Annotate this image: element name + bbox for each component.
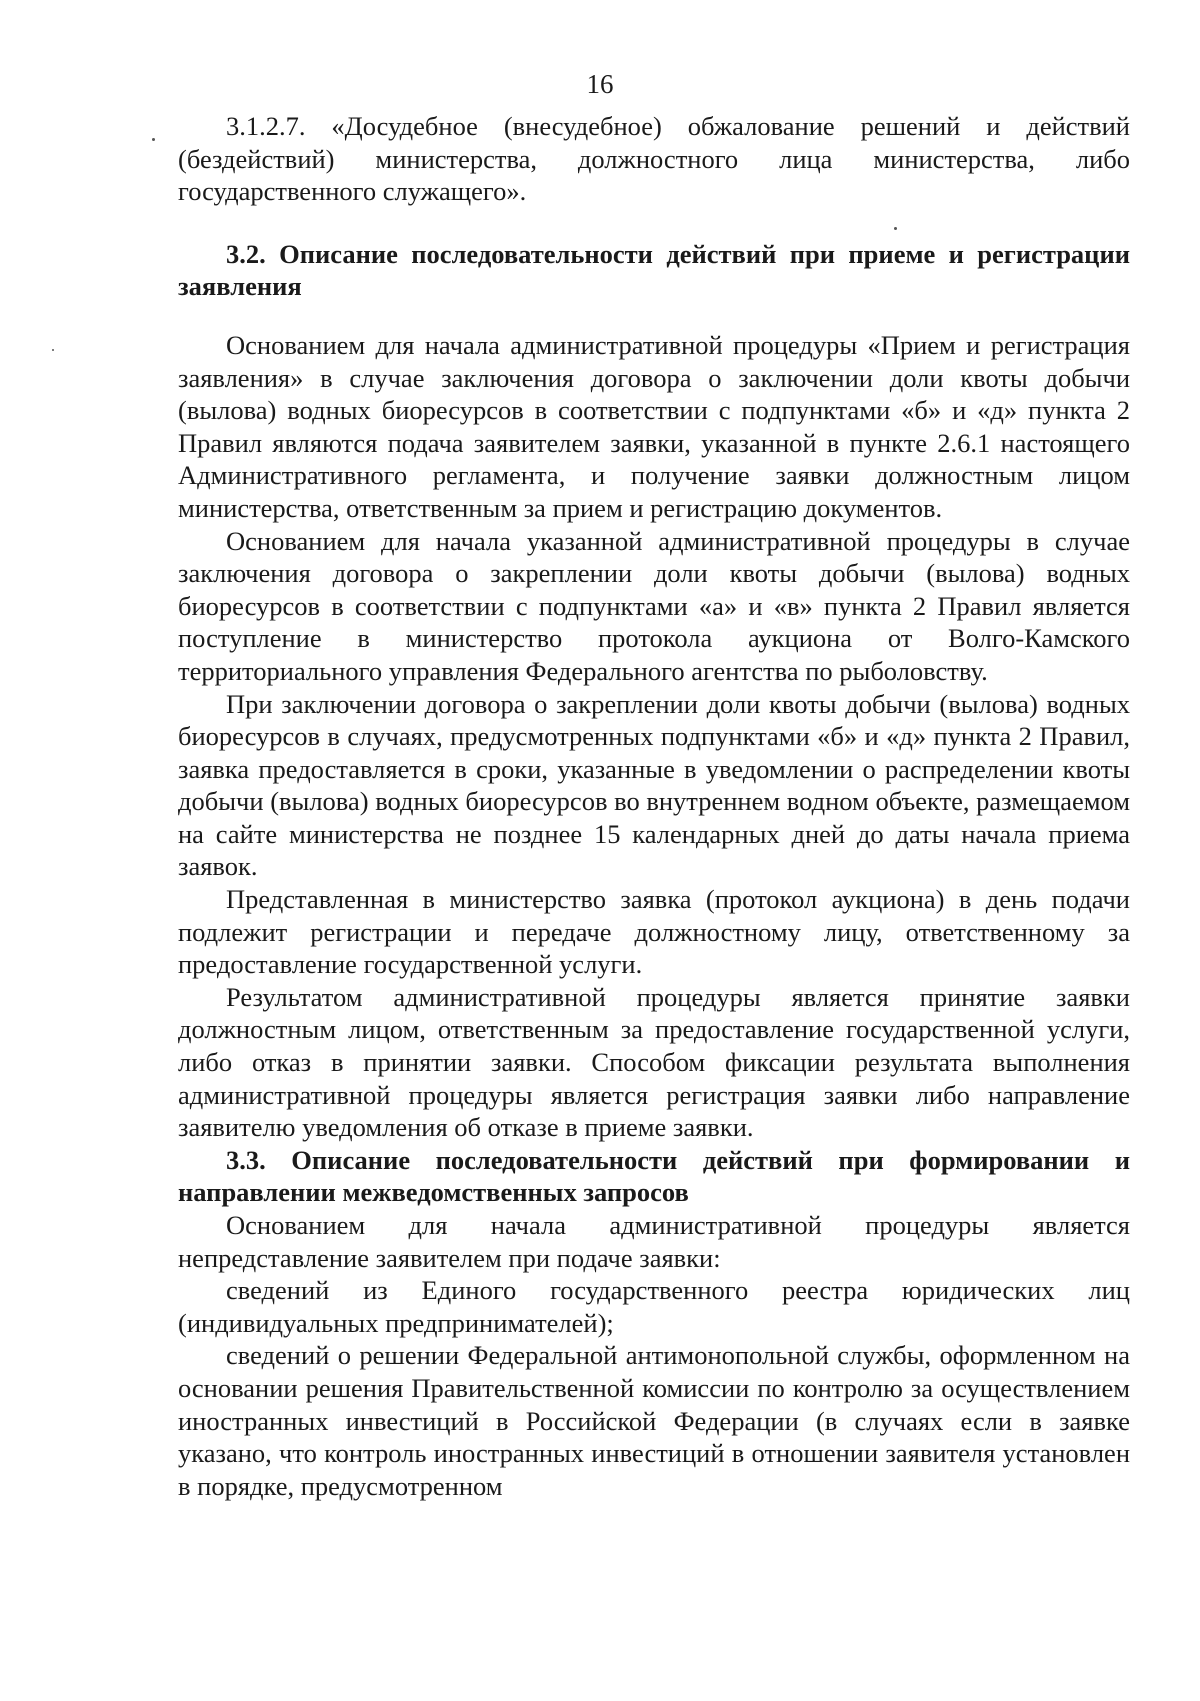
list-item: сведений из Единого государственного реестра юридических лиц (индивидуальных предпринимателей); <box>178 1275 1130 1338</box>
scan-speck <box>152 138 155 141</box>
paragraph: При заключении договора о закреплении доли квоты добычи (вылова) водных биоресурсов в случаях, предусмотренных подпунктами «б» и «д» пункта 2 Правил, заявка предоставляется в сроки, указанные в уведомлении о распределении квоты добычи (вылова) водных биоресурсов во внутреннем водном объекте, размещаемом на сайте министерства не позднее 15 календарных дней до даты начала приема заявок. <box>178 688 1130 882</box>
heading-section-3-2: 3.2. Описание последовательности действий при приеме и регистрации заявления <box>178 238 1130 302</box>
paragraph: Основанием для начала указанной административной процедуры в случае заключения договора о закреплении доли квоты добычи (вылова) водных биоресурсов в соответствии с подпунктами «а» и «в» пункта 2 Правил является поступление в министерство протокола аукциона от Волго-Камского территориального управления Федерального агентства по рыболовству. <box>178 525 1130 686</box>
page-number: 16 <box>586 69 614 99</box>
paragraph: Основанием для начала административной процедуры «Прием и регистрация заявления» в случае заключения договора о заключении доли квоты добычи (вылова) водных биоресурсов в соответствии с подпунктами «б» и «д» пункта 2 Правил являются подача заявителем заявки, указанной в пункте 2.6.1 настоящего Административного регламента, и получение заявки должностным лицом министерства, ответственным за прием и регистрацию документов. <box>178 329 1130 523</box>
paragraph-3-1-2-7: 3.1.2.7. «Досудебное (внесудебное) обжалование решений и действий (бездействий) министерства, должностного лица министерства, либо государственного служащего». <box>178 111 1130 207</box>
document-body <box>178 110 1130 1502</box>
paragraph: Основанием для начала административной процедуры является непредставление заявителем при подаче заявки: <box>178 1210 1130 1273</box>
scan-speck <box>52 349 54 351</box>
paragraph: Результатом административной процедуры является принятие заявки должностным лицом, ответственным за предоставление государственной услуги, либо отказ в принятии заявки. Способом фиксации результата выполнения административной процедуры является регистрация заявки либо направление заявителю уведомления об отказе в приеме заявки. <box>178 981 1130 1143</box>
paragraph: Представленная в министерство заявка (протокол аукциона) в день подачи подлежит регистрации и передаче должностному лицу, ответственному за предоставление государственной услуги. <box>178 884 1130 980</box>
list-item: сведений о решении Федеральной антимонопольной службы, оформленном на основании решения Правительственной комиссии по контролю за осуществлением иностранных инвестиций в Российской Федерации (в случаях если в заявке указано, что контроль иностранных инвестиций в отношении заявителя установлен в порядке, предусмотренном <box>178 1340 1130 1501</box>
heading-section-3-3: 3.3. Описание последовательности действий при формировании и направлении межведомственных запросов <box>178 1144 1130 1208</box>
